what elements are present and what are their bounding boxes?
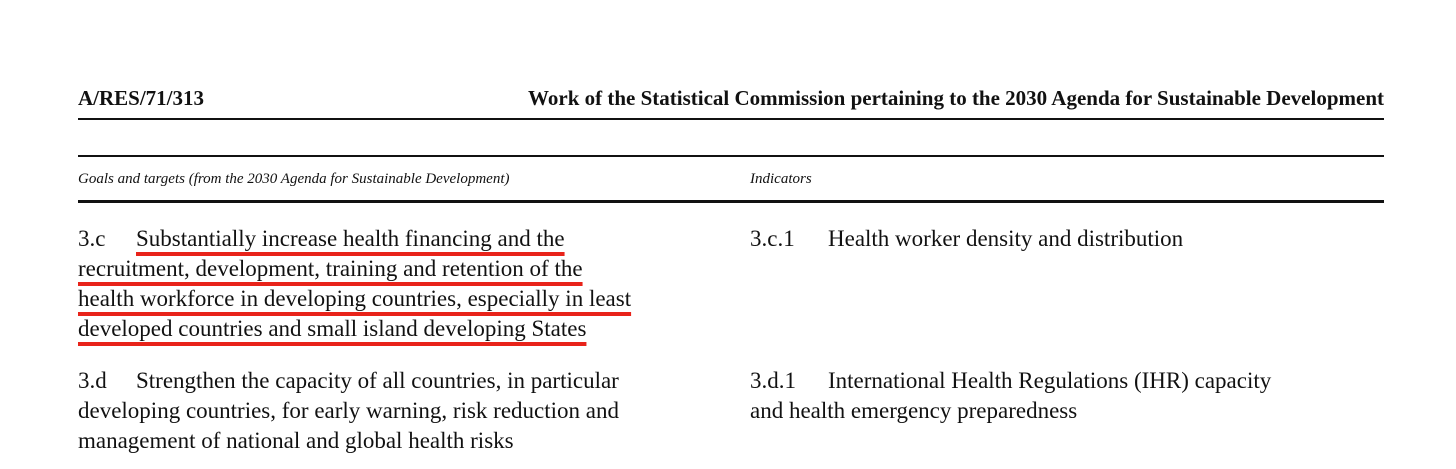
target-number: 3.c [78, 226, 106, 251]
target-text-underlined: developed countries and small island developing States [78, 316, 587, 341]
column-header-indicators: Indicators [750, 171, 812, 187]
target-text: developing countries, for early warning, risk reduction and [78, 398, 619, 423]
target-text-underlined: recruitment, development, training and retention of the [78, 256, 583, 281]
target-line [78, 224, 631, 254]
target-text-underlined: Substantially increase health financing and the [136, 226, 565, 251]
document-title: Work of the Statistical Commission pertaining to the 2030 Agenda for Sustainable Development [528, 86, 1384, 110]
indicator-number: 3.d.1 [750, 368, 796, 393]
indicator-text: International Health Regulations (IHR) capacity [828, 368, 1272, 393]
indicator-3c1-cell [750, 224, 1183, 254]
target-text: management of national and global health risks [78, 428, 514, 453]
column-header-goals: Goals and targets (from the 2030 Agenda for Sustainable Development) [78, 171, 510, 187]
target-text-underlined: health workforce in developing countries, especially in least [78, 286, 632, 311]
target-3d-cell [78, 366, 619, 456]
indicator-text: Health worker density and distribution [828, 226, 1184, 251]
target-text: Strengthen the capacity of all countries, in particular [136, 368, 619, 393]
page-header [78, 86, 1384, 111]
document-symbol: A/RES/71/313 [78, 86, 205, 110]
indicator-text: and health emergency preparedness [750, 398, 1078, 423]
target-number: 3.d [78, 368, 107, 393]
indicator-line [750, 224, 1183, 254]
header-divider [78, 118, 1384, 120]
table-top-divider [78, 155, 1384, 157]
indicator-number: 3.c.1 [750, 226, 795, 251]
table-header-divider [78, 200, 1384, 203]
indicator-line [750, 366, 1271, 396]
target-line [78, 366, 619, 396]
indicator-3d1-cell [750, 366, 1271, 426]
target-3c-cell [78, 224, 631, 344]
